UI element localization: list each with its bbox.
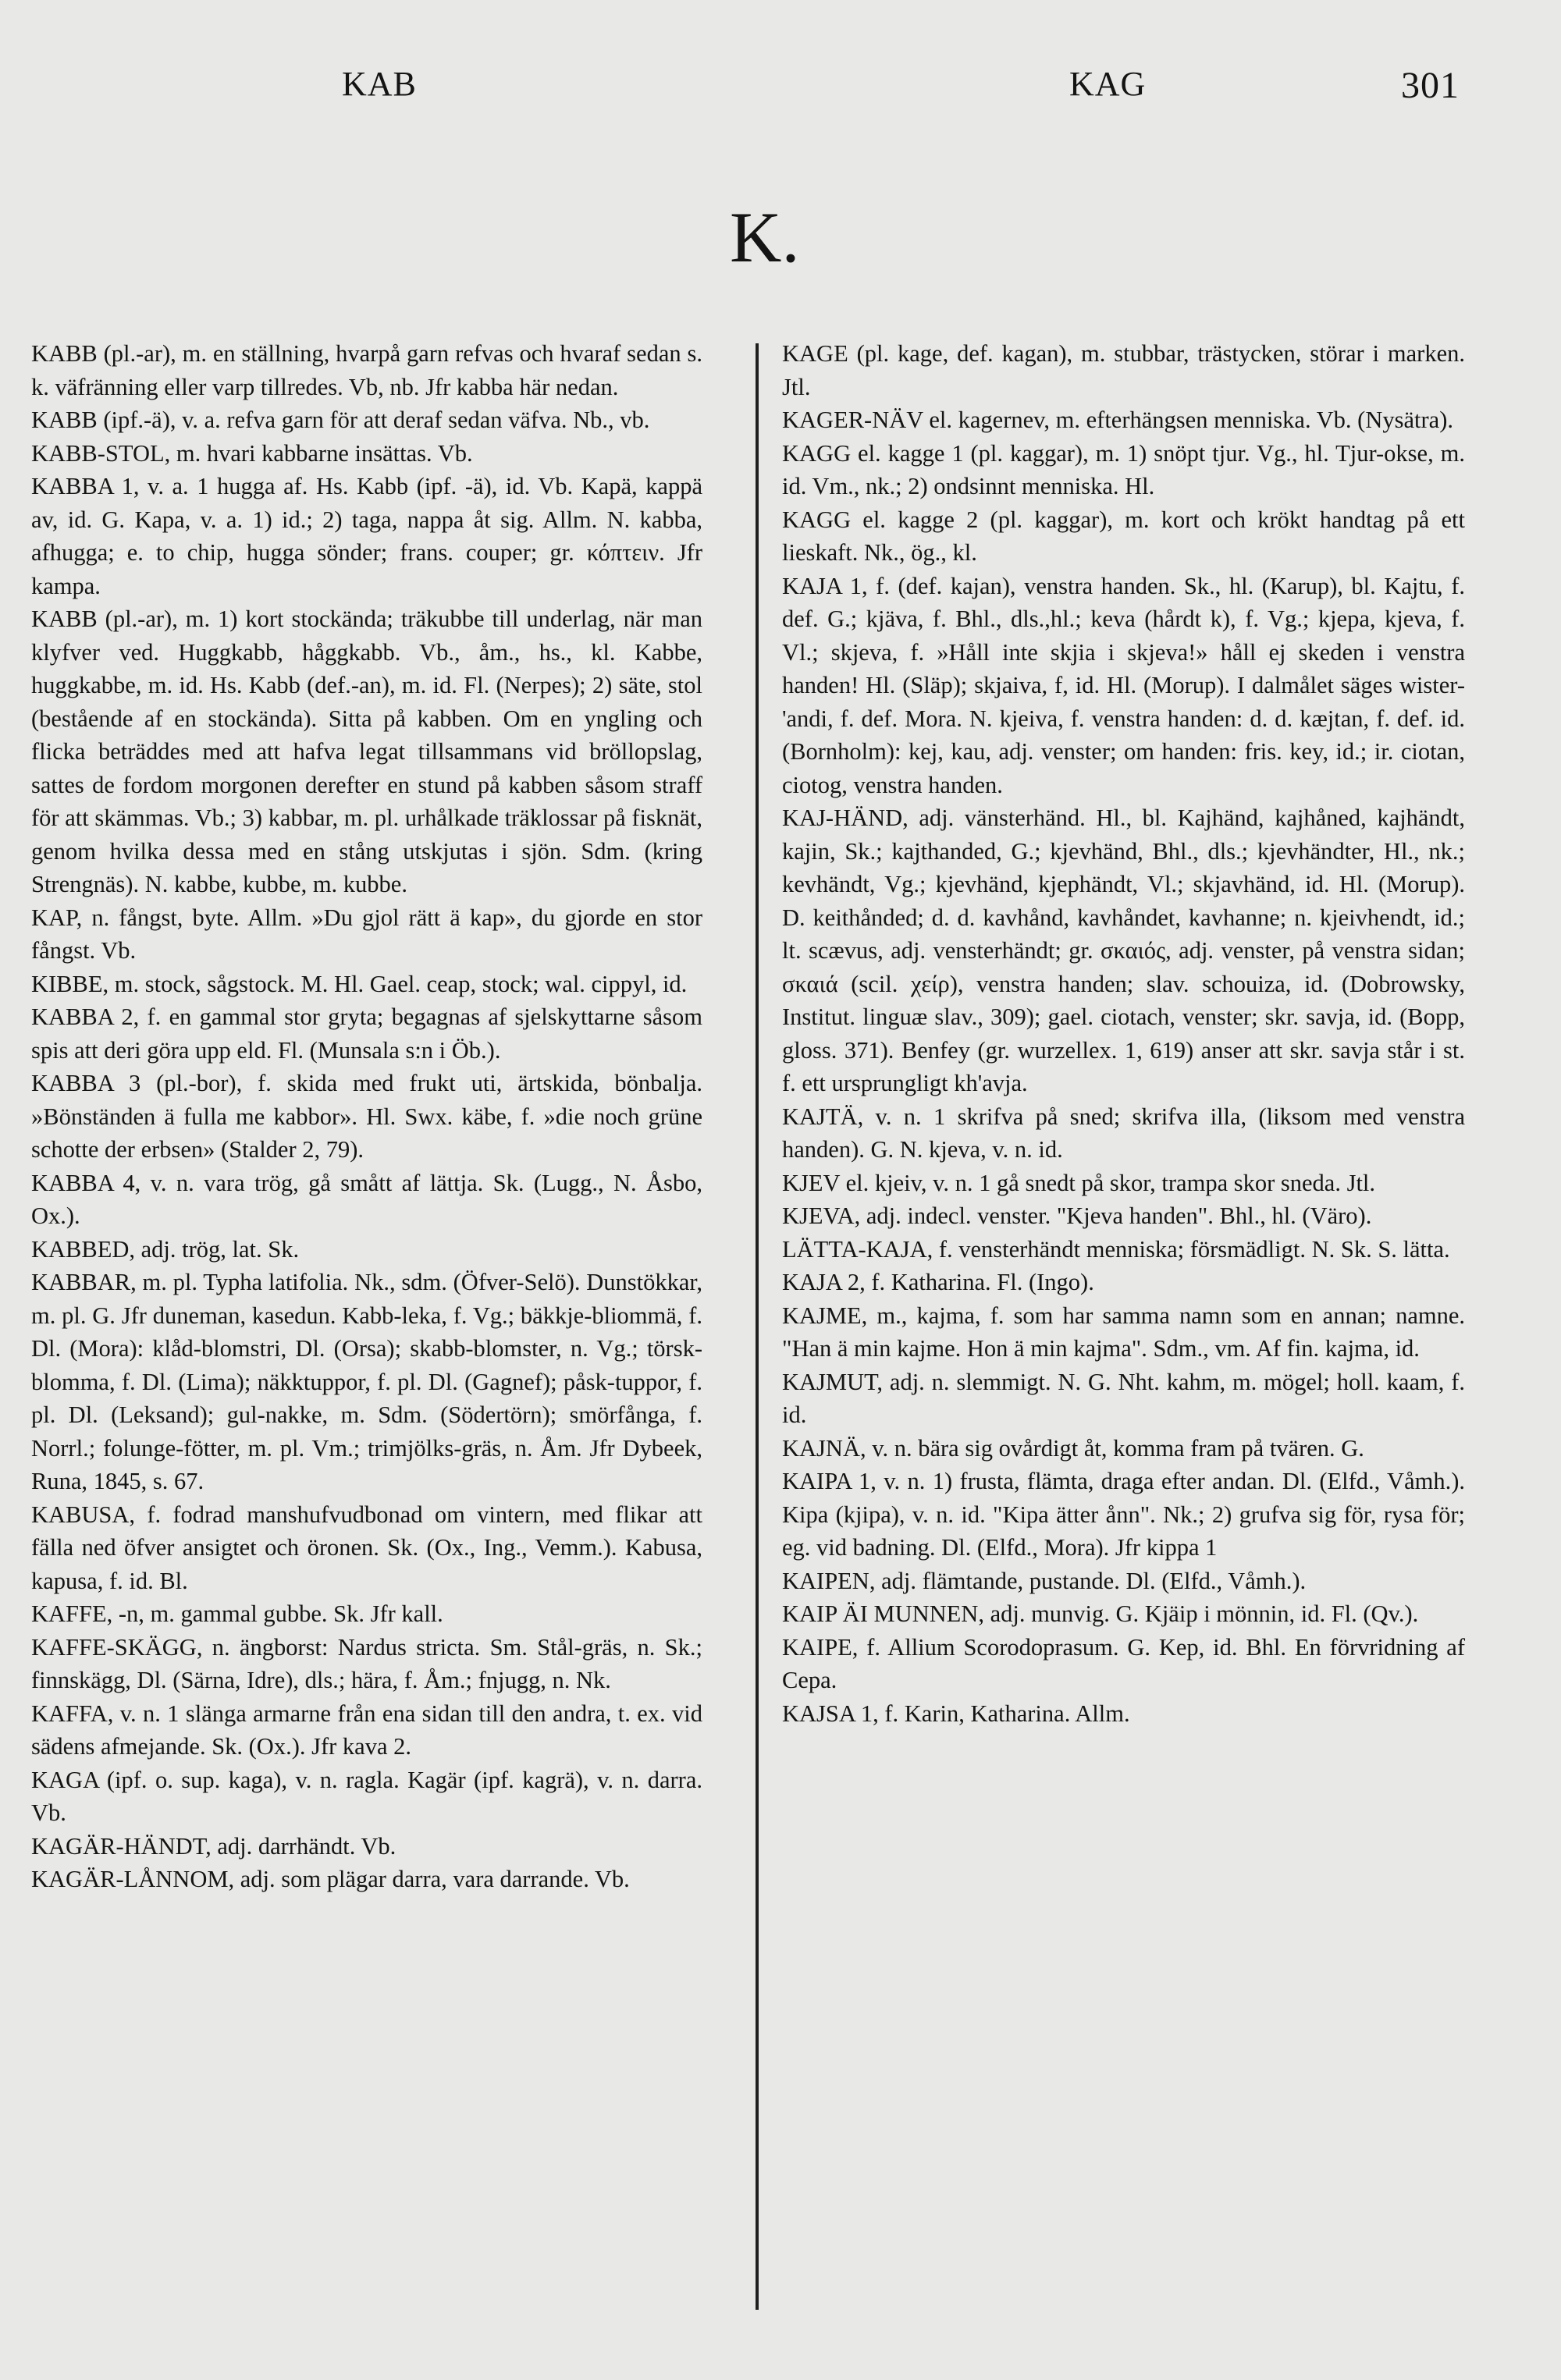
dictionary-entry: KAJME, m., kajma, f. som har samma namn som en annan; namne. "Han ä min kajme. Hon ä min kajma". Sdm., vm. Af fin. kajma, id. (782, 1302, 1465, 1362)
dictionary-entry: KAP, n. fångst, byte. Allm. »Du gjol rätt ä kap», du gjorde en stor fångst. Vb. (31, 904, 702, 964)
dictionary-entry: KABBA 1, v. a. 1 hugga af. Hs. Kabb (ipf. -ä), id. Vb. Kapä, kappä av, id. G. Kapa, v. a. 1) id.; 2) taga, nappa åt sig. Allm. N. kabba, afhugga; e. to chip, hugga sönder; frans. couper; gr. κόπτειν. Jfr kampa. (31, 473, 702, 599)
dictionary-entry: KAFFA, v. n. 1 slänga armarne från ena sidan till den andra, t. ex. vid sädens afmejande. Sk. (Ox.). Jfr kava 2. (31, 1700, 702, 1760)
dictionary-entry: KAJMUT, adj. n. slemmigt. N. G. Nht. kahm, m. mögel; holl. kaam, f. id. (782, 1368, 1465, 1428)
dictionary-entry: KJEVA, adj. indecl. venster. "Kjeva handen". Bhl., hl. (Väro). (782, 1202, 1372, 1229)
dictionary-entry: KABB (pl.-ar), m. 1) kort stockända; träkubbe till underlag, när man klyfver ved. Huggkabb, håggkabb. Vb., åm., hs., kl. Kabbe, huggkabbe, m. id. Hs. Kabb (def.-an), m. id. Fl. (Nerpes); 2) säte, stol (bestående af en stockända). Sitta på kabben. Om en yngling och flicka beträddes med att hafva legat tillsammans vid bröllopslag, sattes de fordom morgonen derefter en stund på kabben såsom straff för att skämmas. Vb.; 3) kabbar, m. pl. urhålkade träklossar på fisknät, genom hvilka dessa med en stång utskjutas i sjön. Sdm. (kring Strengnäs). N. kabbe, kubbe, m. kubbe. (31, 606, 702, 897)
dictionary-entry: KAGER-NÄV el. kagernev, m. efterhängsen menniska. Vb. (Nysätra). (782, 407, 1453, 433)
dictionary-entry: KAGE (pl. kage, def. kagan), m. stubbar, trästycken, störar i marken. Jtl. (782, 340, 1465, 400)
dictionary-entry: KJEV el. kjeiv, v. n. 1 gå snedt på skor, trampa skor sneda. Jtl. (782, 1169, 1376, 1196)
dictionary-entry: KABB-STOL, m. hvari kabbarne insättas. Vb. (31, 439, 473, 467)
dictionary-entry: KAIPE, f. Allium Scorodoprasum. G. Kep, id. Bhl. En förvridning af Cepa. (782, 1633, 1465, 1693)
dictionary-entry: KAIPEN, adj. flämtande, pustande. Dl. (Elfd., Våmh.). (782, 1567, 1307, 1594)
dictionary-entry: KAIP ÄI MUNNEN, adj. munvig. G. Kjäip i mönnin, id. Fl. (Qv.). (782, 1600, 1419, 1627)
dictionary-entry: KABBA 3 (pl.-bor), f. skida med frukt uti, ärtskida, bönbalja. »Bönständen ä fulla me kabbor». Hl. Swx. käbe, f. »die noch grüne schotte der erbsen» (Stalder 2, 79). (31, 1070, 702, 1163)
dictionary-entry: KAGG el. kagge 1 (pl. kaggar), m. 1) snöpt tjur. Vg., hl. Tjur-okse, m. id. Vm., nk.; 2) ondsinnt menniska. Hl. (782, 439, 1465, 499)
dictionary-entry: KAJTÄ, v. n. 1 skrifva på sned; skrifva illa, (liksom med venstra handen). G. N. kjeva, v. n. id. (782, 1103, 1465, 1163)
section-letter-heading: K. (730, 197, 800, 277)
dictionary-entry: KABBA 2, f. en gammal stor gryta; begagnas af sjelskyttarne såsom spis att deri göra upp eld. Fl. (Munsala s:n i Öb.). (31, 1004, 702, 1064)
dictionary-entry: KIBBE, m. stock, sågstock. M. Hl. Gael. ceap, stock; wal. cippyl, id. (31, 970, 688, 997)
dictionary-entry: KAJA 2, f. Katharina. Fl. (Ingo). (782, 1269, 1094, 1295)
dictionary-entry: KAGÄR-HÄNDT, adj. darrhändt. Vb. (31, 1832, 396, 1860)
dictionary-entry: KABUSA, f. fodrad manshufvudbonad om vintern, med flikar att fälla ned öfver ansigtet och öronen. Sk. (Ox., Ing., Vemm.). Kabusa, kapusa, f. id. Bl. (31, 1501, 702, 1594)
dictionary-entry: KAFFE, -n, m. gammal gubbe. Sk. Jfr kall. (31, 1600, 443, 1627)
dictionary-entry: KAFFE-SKÄGG, n. ängborst: Nardus stricta. Sm. Stål-gräs, n. Sk.; finnskägg, Dl. (Särna, Idre), dls.; hära, f. Åm.; fnjugg, n. Nk. (31, 1633, 702, 1693)
dictionary-entry: LÄTTA-KAJA, f. vensterhändt menniska; försmädligt. N. Sk. S. lätta. (782, 1235, 1450, 1263)
dictionary-entry: KAGÄR-LÅNNOM, adj. som plägar darra, vara darrande. Vb. (31, 1866, 630, 1892)
running-head-right: KAG (1069, 65, 1147, 103)
dictionary-entry: KABBED, adj. trög, lat. Sk. (31, 1235, 300, 1263)
dictionary-entry: KABB (ipf.-ä), v. a. refva garn för att deraf sedan väfva. Nb., vb. (31, 407, 650, 433)
dictionary-entry: KABBA 4, v. n. vara trög, gå smått af lättja. Sk. (Lugg., N. Åsbo, Ox.). (31, 1169, 702, 1229)
right-column (782, 337, 1465, 1730)
dictionary-entry: KABB (pl.-ar), m. en ställning, hvarpå garn refvas och hvaraf sedan s. k. väfränning eller varp tillredes. Vb, nb. Jfr kabba här nedan. (31, 340, 702, 400)
dictionary-entry: KAJ-HÄND, adj. vänsterhänd. Hl., bl. Kajhänd, kajhåned, kajhändt, kajin, Sk.; kajthanded, G.; kjevhänd, Bhl., dls.; kjevhändter, Hl., nk.; kevhändt, Vg.; kjevhänd, kjephändt, Vl.; skjavhänd, id. Hl. (Morup). D. keithånded; d. d. kavhånd, kavhåndet, kavhanne; n. kjeivhendt, id.; lt. scævus, adj. vensterhändt; gr. σκαιός, adj. venster, på venstra sidan; σκαιά (scil. χείρ), venstra handen; slav. schouiza, id. (Dobrowsky, Institut. linguæ slav., 309); gael. ciotach, venster; skr. savja, id. (Bopp, gloss. 371). Benfey (gr. wurzellex. 1, 619) anser att skr. savja står i st. f. ett ursprungligt kh'avja. (782, 805, 1465, 1096)
dictionary-entry: KAIPA 1, v. n. 1) frusta, flämta, draga efter andan. Dl. (Elfd., Våmh.). Kipa (kjipa), v. n. id. "Kipa ätter ånn". Nk.; 2) grufva sig för, rysa för; eg. vid badning. Dl. (Elfd., Mora). Jfr kippa 1 (782, 1468, 1465, 1561)
dictionary-entry: KAGA (ipf. o. sup. kaga), v. n. ragla. Kagär (ipf. kagrä), v. n. darra. Vb. (31, 1766, 702, 1826)
column-divider (756, 343, 759, 2310)
dictionary-entry: KAJSA 1, f. Karin, Katharina. Allm. (782, 1700, 1130, 1727)
dictionary-entry: KAGG el. kagge 2 (pl. kaggar), m. kort och krökt handtag på ett lieskaft. Nk., ög., kl. (782, 506, 1465, 566)
running-head-left: KAB (342, 65, 417, 103)
dictionary-entry: KAJNÄ, v. n. bära sig ovårdigt åt, komma fram på tvären. G. (782, 1434, 1364, 1462)
dictionary-entry: KABBAR, m. pl. Typha latifolia. Nk., sdm. (Öfver-Selö). Dunstökkar, m. pl. G. Jfr duneman, kasedun. Kabb-leka, f. Vg.; bäkkje-bliommä, f. Dl. (Mora): klåd-blomstri, Dl. (Orsa); skabb-blomster, n. Vg.; törsk-blomma, f. Dl. (Lima); näkktuppor, f. pl. Dl. (Gagnef); påsk-tuppor, f. pl. Dl. (Leksand); gul-nakke, m. Sdm. (Södertörn); smörfånga, f. Norrl.; folunge-fötter, m. pl. Vm.; trimjölks-gräs, n. Åm. Jfr Dybeek, Runa, 1845, s. 67. (31, 1269, 702, 1494)
dictionary-entry: KAJA 1, f. (def. kajan), venstra handen. Sk., hl. (Karup), bl. Kajtu, f. def. G.; kjäva, f. Bhl., dls.,hl.; keva (hårdt k), f. Vg.; kjepa, kjeva, f. Vl.; skjeva, f. »Håll inte skjia i skjeva!» håll ej skeden i venstra handen! Hl. (Släp); skjaiva, f, id. Hl. (Morup). I dalmålet säges wister-'andi, f. def. Mora. N. kjeiva, f. venstra handen: d. d. kæjtan, f. def. id. (Bornholm): kej, kau, adj. venster; om handen: fris. key, id.; ir. ciotan, ciotog, venstra handen. (782, 572, 1465, 798)
page-number: 301 (1401, 65, 1460, 106)
left-column (31, 337, 702, 1896)
